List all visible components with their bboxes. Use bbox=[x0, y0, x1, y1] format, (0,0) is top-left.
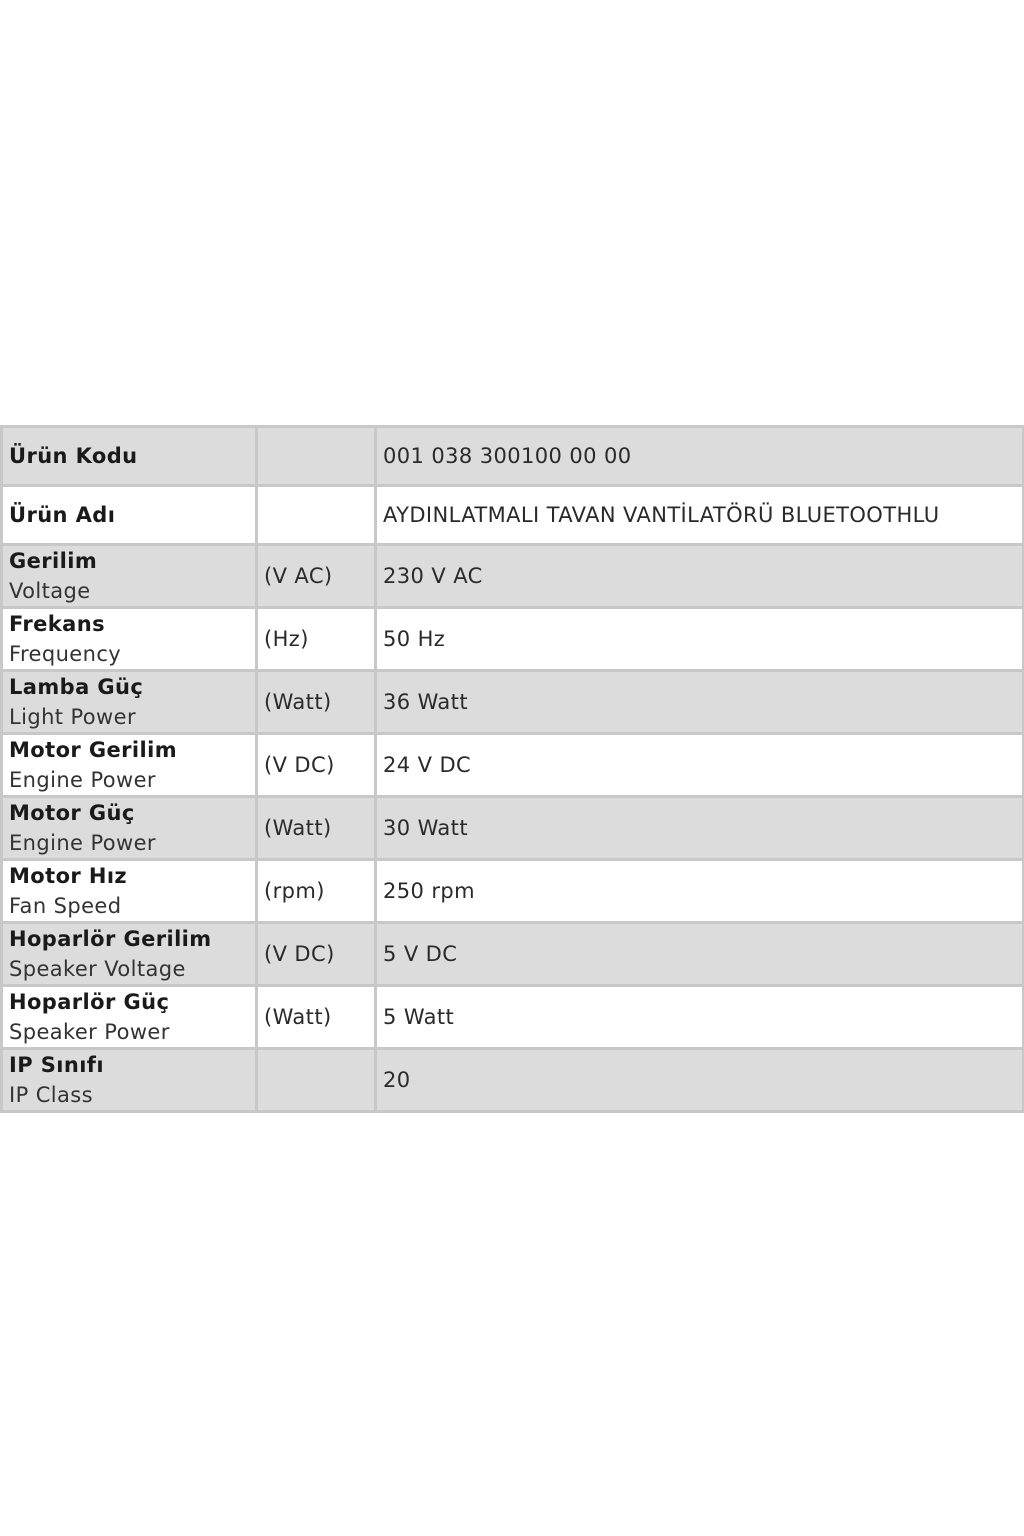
spec-unit: (V AC) bbox=[257, 545, 376, 608]
spec-sublabel: Speaker Voltage bbox=[9, 957, 186, 981]
spec-value: 30 Watt bbox=[376, 797, 1024, 860]
table-row bbox=[2, 1049, 1024, 1112]
spec-label-cell bbox=[2, 1049, 257, 1112]
spec-label: Motor Gerilim bbox=[9, 738, 177, 762]
spec-label-cell bbox=[2, 986, 257, 1049]
spec-unit: (V DC) bbox=[257, 734, 376, 797]
spec-label: Frekans bbox=[9, 612, 105, 636]
spec-label-cell bbox=[2, 860, 257, 923]
table-row bbox=[2, 427, 1024, 486]
spec-unit: (Watt) bbox=[257, 671, 376, 734]
spec-label-cell bbox=[2, 797, 257, 860]
spec-label-cell bbox=[2, 671, 257, 734]
spec-label-cell bbox=[2, 734, 257, 797]
table-row bbox=[2, 608, 1024, 671]
spec-label-cell bbox=[2, 923, 257, 986]
spec-label: Ürün Adı bbox=[9, 503, 116, 527]
spec-unit: (Watt) bbox=[257, 797, 376, 860]
spec-unit: (Watt) bbox=[257, 986, 376, 1049]
spec-sublabel: IP Class bbox=[9, 1083, 93, 1107]
spec-unit bbox=[257, 1049, 376, 1112]
spec-value: 250 rpm bbox=[376, 860, 1024, 923]
spec-label: Motor Güç bbox=[9, 801, 135, 825]
product-spec-table bbox=[0, 425, 1024, 1113]
spec-label: Motor Hız bbox=[9, 864, 128, 888]
spec-sublabel: Speaker Power bbox=[9, 1020, 170, 1044]
table-row bbox=[2, 797, 1024, 860]
spec-value: 001 038 300100 00 00 bbox=[376, 427, 1024, 486]
table-row bbox=[2, 671, 1024, 734]
spec-value: AYDINLATMALI TAVAN VANTİLATÖRÜ BLUETOOTHLU bbox=[376, 486, 1024, 545]
spec-value: 5 Watt bbox=[376, 986, 1024, 1049]
spec-label: Lamba Güç bbox=[9, 675, 144, 699]
spec-sublabel: Light Power bbox=[9, 705, 136, 729]
spec-label: Ürün Kodu bbox=[9, 444, 138, 468]
table-row bbox=[2, 860, 1024, 923]
spec-value: 5 V DC bbox=[376, 923, 1024, 986]
spec-value: 20 bbox=[376, 1049, 1024, 1112]
spec-label: Hoparlör Güç bbox=[9, 990, 170, 1014]
spec-sublabel: Fan Speed bbox=[9, 894, 122, 918]
table-row bbox=[2, 545, 1024, 608]
spec-unit bbox=[257, 486, 376, 545]
table-row bbox=[2, 486, 1024, 545]
spec-unit: (rpm) bbox=[257, 860, 376, 923]
spec-value: 36 Watt bbox=[376, 671, 1024, 734]
spec-sublabel: Engine Power bbox=[9, 768, 156, 792]
table-row bbox=[2, 923, 1024, 986]
spec-unit: (V DC) bbox=[257, 923, 376, 986]
spec-label: Hoparlör Gerilim bbox=[9, 927, 212, 951]
spec-sublabel: Voltage bbox=[9, 579, 91, 603]
spec-unit: (Hz) bbox=[257, 608, 376, 671]
table-row bbox=[2, 734, 1024, 797]
spec-label-cell bbox=[2, 486, 257, 545]
spec-value: 24 V DC bbox=[376, 734, 1024, 797]
spec-label-cell bbox=[2, 608, 257, 671]
spec-sublabel: Engine Power bbox=[9, 831, 156, 855]
spec-label-cell bbox=[2, 427, 257, 486]
table-row bbox=[2, 986, 1024, 1049]
spec-value: 230 V AC bbox=[376, 545, 1024, 608]
spec-sublabel: Frequency bbox=[9, 642, 122, 666]
spec-label-cell bbox=[2, 545, 257, 608]
spec-unit bbox=[257, 427, 376, 486]
spec-label: Gerilim bbox=[9, 549, 98, 573]
spec-label: IP Sınıfı bbox=[9, 1053, 104, 1077]
spec-value: 50 Hz bbox=[376, 608, 1024, 671]
